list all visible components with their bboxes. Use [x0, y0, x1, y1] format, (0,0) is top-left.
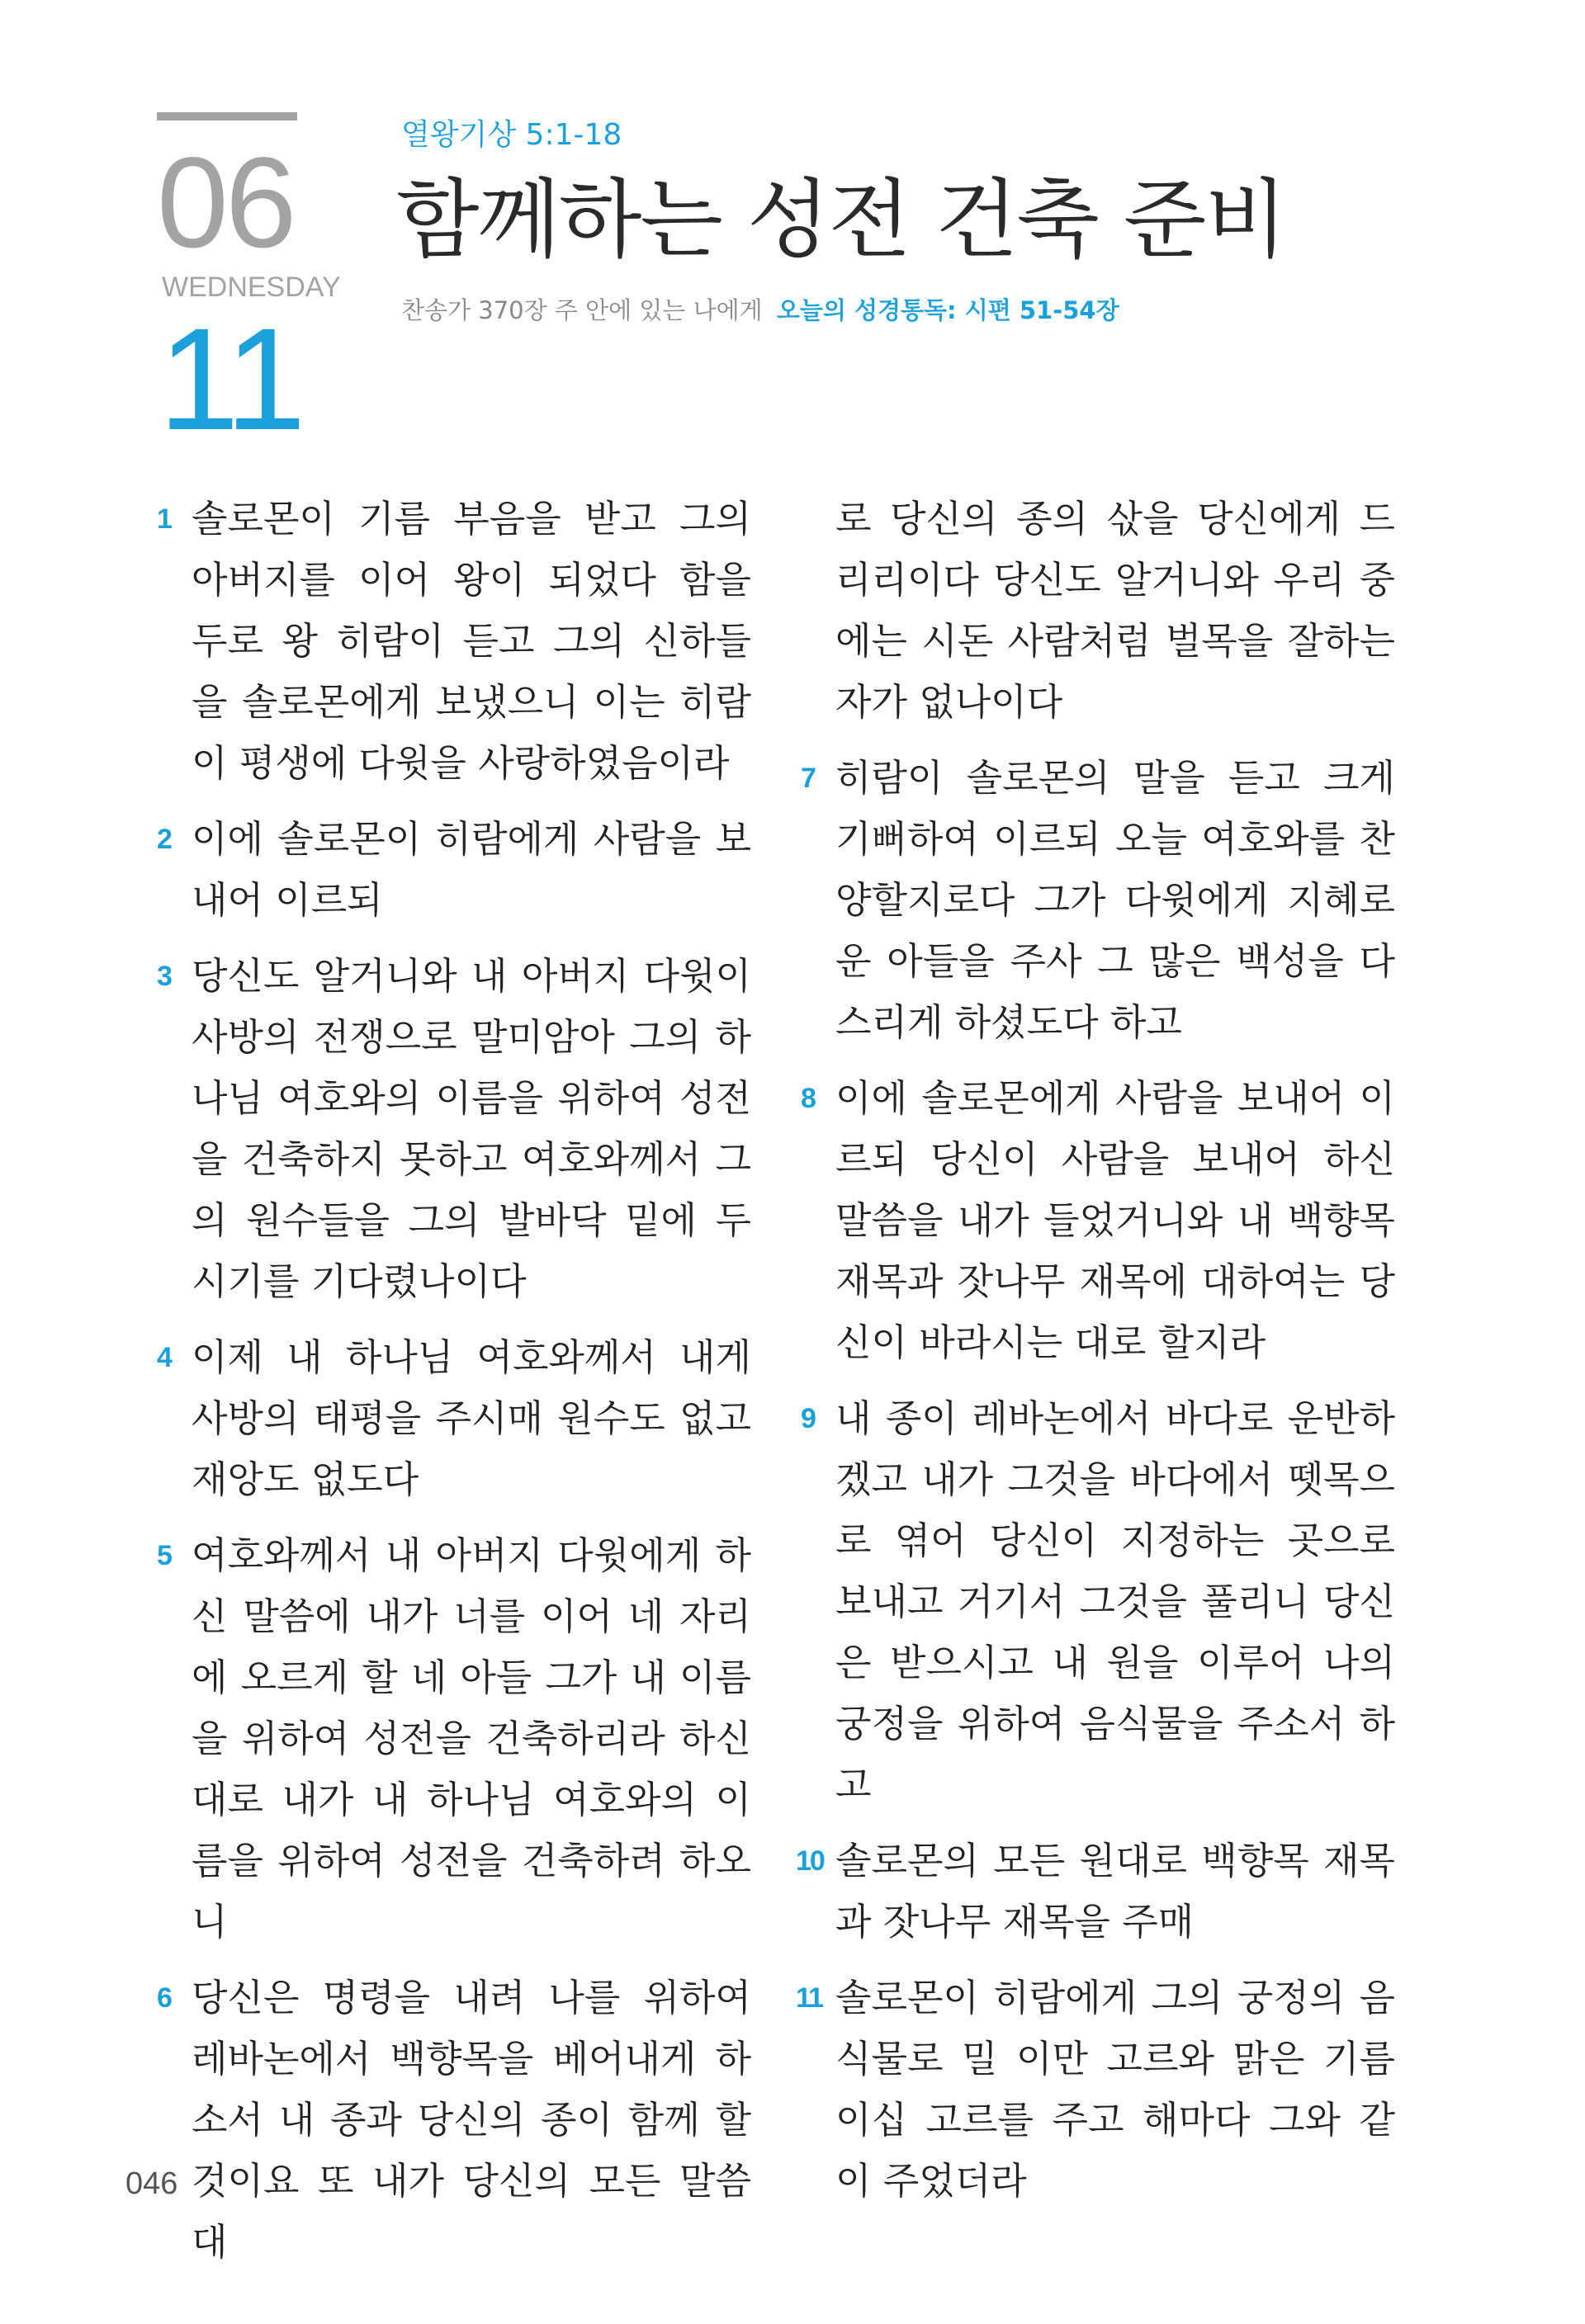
verse-number: 10	[796, 1845, 824, 1877]
verse-2	[157, 809, 751, 931]
date-weekday: WEDNESDAY	[162, 272, 341, 303]
verse-5	[157, 1525, 751, 1953]
verse-text: 솔로몬이 기름 부음을 받고 그의 아버지를 이어 왕이 되었다 함을 두로 왕 히람이 듣고 그의 신하들을 솔로몬에게 보냈으니 이는 히람이 평생에 다윗을 사랑하였음이라	[192, 497, 751, 785]
verse-9	[801, 1388, 1395, 1816]
verse-column-right	[796, 489, 1395, 2227]
verse-10	[796, 1830, 1395, 1953]
verse-text: 당신도 알거니와 내 아버지 다윗이 사방의 전쟁으로 말미암아 그의 하나님 여호와의 이름을 위하여 성전을 건축하지 못하고 여호와께서 그의 원수들을 그의 발바닥 밑에 두시기를 기다렸나이다	[192, 954, 751, 1303]
verse-number: 9	[801, 1403, 816, 1434]
verse-text: 내 종이 레바논에서 바다로 운반하겠고 내가 그것을 바다에서 뗏목으로 엮어 당신이 지정하는 곳으로 보내고 거기서 그것을 풀리니 당신은 받으시고 내 원을 이루어 나의 궁정을 위하여 음식물을 주소서 하고	[835, 1396, 1395, 1807]
verse-number: 8	[801, 1083, 816, 1114]
date-divider	[157, 112, 297, 120]
page-number: 046	[125, 2166, 178, 2201]
verse-text: 솔로몬이 히람에게 그의 궁정의 음식물로 밀 이만 고르와 맑은 기름 이십 고르를 주고 해마다 그와 같이 주었더라	[835, 1976, 1395, 2203]
verse-8	[801, 1068, 1395, 1373]
date-month: 06	[157, 131, 294, 275]
verse-3	[157, 946, 751, 1312]
verse-1	[157, 489, 751, 794]
verse-number: 7	[801, 763, 816, 794]
verse-text: 이에 솔로몬이 히람에게 사람을 보내어 이르되	[192, 817, 751, 922]
verse-text: 로 당신의 종의 삯을 당신에게 드리리이다 당신도 알거니와 우리 중에는 시돈 사람처럼 벌목을 잘하는 자가 없나이다	[835, 497, 1395, 724]
verse-number: 6	[157, 1982, 173, 2014]
verse-6	[157, 1967, 751, 2273]
verse-number: 11	[796, 1982, 822, 2014]
verse-11	[796, 1967, 1395, 2212]
verse-text: 여호와께서 내 아버지 다윗에게 하신 말씀에 내가 너를 이어 네 자리에 오르게 할 네 아들 그가 내 이름을 위하여 성전을 건축하리라 하신 대로 내가 내 하나님 여호와의 이름을 위하여 성전을 건축하려 하오니	[192, 1533, 751, 1944]
verse-text: 히람이 솔로몬의 말을 듣고 크게 기뻐하여 이르되 오늘 여호와를 찬양할지로다 그가 다윗에게 지혜로운 아들을 주사 그 많은 백성을 다스리게 하셨도다 하고	[835, 756, 1395, 1044]
verse-4	[157, 1327, 751, 1510]
verse-column-left	[157, 489, 751, 2288]
verse-number: 5	[157, 1540, 173, 1571]
daily-reading: 오늘의 성경통독: 시편 51-54장	[776, 296, 1119, 324]
page-title: 함께하는 성전 건축 준비	[396, 169, 1286, 270]
date-day: 11	[158, 299, 303, 461]
verse-number: 4	[157, 1342, 173, 1373]
hymn-and-reading	[401, 294, 1119, 327]
verse-text: 당신은 명령을 내려 나를 위하여 레바논에서 백향목을 베어내게 하소서 내 종과 당신의 종이 함께 할 것이요 또 내가 당신의 모든 말씀대	[192, 1976, 751, 2264]
verse-number: 1	[157, 503, 173, 535]
verse-7	[801, 748, 1395, 1053]
verse-6-continued	[801, 489, 1395, 733]
verse-number: 3	[157, 961, 173, 992]
hymn-text: 찬송가 370장 주 안에 있는 나에게	[401, 296, 763, 324]
verse-text: 이에 솔로몬에게 사람을 보내어 이르되 당신이 사람을 보내어 하신 말씀을 내가 들었거니와 내 백향목 재목과 잣나무 재목에 대하여는 당신이 바라시는 대로 할지라	[835, 1076, 1395, 1364]
scripture-reference: 열왕기상 5:1-18	[401, 118, 622, 152]
verse-text: 이제 내 하나님 여호와께서 내게 사방의 태평을 주시매 원수도 없고 재앙도 없도다	[192, 1335, 751, 1501]
verse-text: 솔로몬의 모든 원대로 백향목 재목과 잣나무 재목을 주매	[835, 1839, 1395, 1944]
verse-number: 2	[157, 824, 173, 855]
